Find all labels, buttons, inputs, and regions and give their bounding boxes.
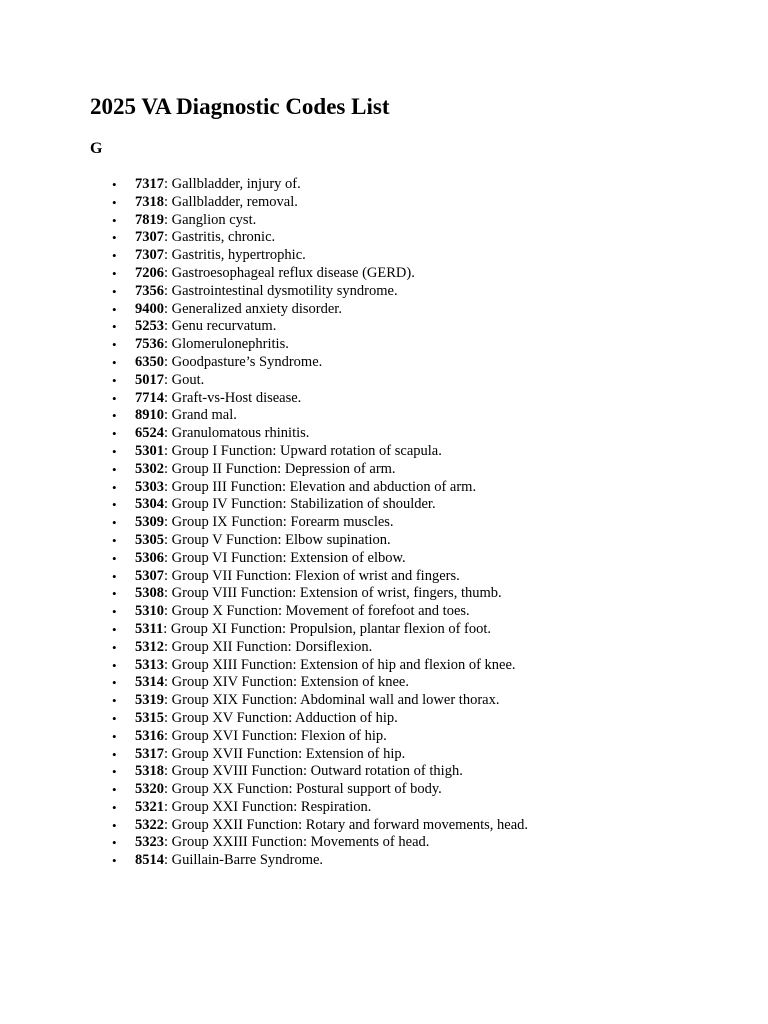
bullet-icon: • <box>112 390 117 406</box>
code-description: : Generalized anxiety disorder. <box>164 300 342 317</box>
list-item <box>0 425 528 443</box>
list-item <box>0 532 528 550</box>
code-description: : Granulomatous rhinitis. <box>164 425 310 442</box>
list-item <box>0 817 528 835</box>
code-description: : Gout. <box>164 371 205 388</box>
diagnostic-code: 5310 <box>135 603 164 620</box>
bullet-icon: • <box>112 354 117 370</box>
bullet-icon: • <box>112 604 117 620</box>
diagnostic-code: 7307 <box>135 247 164 264</box>
bullet-icon: • <box>112 248 117 264</box>
bullet-icon: • <box>112 408 117 424</box>
bullet-icon: • <box>112 693 117 709</box>
list-item <box>0 461 528 479</box>
code-description: : Group VIII Function: Extension of wrist, fingers, thumb. <box>164 585 502 602</box>
bullet-icon: • <box>112 426 117 442</box>
code-description: : Group X Function: Movement of forefoot and toes. <box>164 603 470 620</box>
bullet-icon: • <box>112 443 117 459</box>
list-item <box>0 763 528 781</box>
list-item <box>0 710 528 728</box>
diagnostic-code: 5301 <box>135 442 164 459</box>
code-description: : Guillain-Barre Syndrome. <box>164 852 324 869</box>
bullet-icon: • <box>112 568 117 584</box>
bullet-icon: • <box>112 710 117 726</box>
code-description: : Group XIX Function: Abdominal wall and lower thorax. <box>164 692 500 709</box>
bullet-icon: • <box>112 764 117 780</box>
code-description: : Grand mal. <box>164 407 237 424</box>
code-description: : Group XII Function: Dorsiflexion. <box>164 638 373 655</box>
diagnostic-code: 5303 <box>135 478 164 495</box>
bullet-icon: • <box>112 621 117 637</box>
list-item <box>0 781 528 799</box>
list-item <box>0 372 528 390</box>
diagnostic-code: 7307 <box>135 229 164 246</box>
bullet-icon: • <box>112 817 117 833</box>
code-description: : Group XVIII Function: Outward rotation of thigh. <box>164 763 463 780</box>
code-description: : Group XXII Function: Rotary and forward movements, head. <box>164 816 529 833</box>
list-item <box>0 336 528 354</box>
page-title: 2025 VA Diagnostic Codes List <box>90 94 390 119</box>
bullet-icon: • <box>112 319 117 335</box>
code-description: : Graft-vs-Host disease. <box>164 389 302 406</box>
code-description: : Gallbladder, injury of. <box>164 176 301 192</box>
bullet-icon: • <box>112 461 117 477</box>
diagnostic-code: 5319 <box>135 692 164 709</box>
list-item <box>0 265 528 283</box>
section-heading: G <box>90 140 103 157</box>
code-description: : Glomerulonephritis. <box>164 336 289 353</box>
code-description: : Group XX Function: Postural support of body. <box>164 781 442 798</box>
diagnostic-code: 5307 <box>135 567 164 584</box>
bullet-icon: • <box>112 782 117 798</box>
diagnostic-code: 7318 <box>135 193 164 210</box>
diagnostic-code: 5318 <box>135 763 164 780</box>
bullet-icon: • <box>112 675 117 691</box>
bullet-icon: • <box>112 515 117 531</box>
bullet-icon: • <box>112 265 117 281</box>
diagnostic-code: 7317 <box>135 176 164 192</box>
diagnostic-code: 7819 <box>135 211 164 228</box>
diagnostic-code: 5315 <box>135 709 164 726</box>
diagnostic-code: 8910 <box>135 407 164 424</box>
diagnostic-code: 5253 <box>135 318 164 335</box>
list-item <box>0 799 528 817</box>
diagnostic-code: 5017 <box>135 371 164 388</box>
list-item <box>0 247 528 265</box>
diagnostic-code: 5322 <box>135 816 164 833</box>
bullet-icon: • <box>112 799 117 815</box>
bullet-icon: • <box>112 728 117 744</box>
bullet-icon: • <box>112 853 117 869</box>
diagnostic-code: 7536 <box>135 336 164 353</box>
list-item <box>0 229 528 247</box>
code-description: : Group XI Function: Propulsion, plantar flexion of foot. <box>163 620 492 637</box>
list-item <box>0 834 528 852</box>
list-item <box>0 176 528 194</box>
bullet-icon: • <box>112 532 117 548</box>
code-description: : Gallbladder, removal. <box>164 193 298 210</box>
list-item <box>0 621 528 639</box>
bullet-icon: • <box>112 835 117 851</box>
diagnostic-code: 5312 <box>135 638 164 655</box>
code-description: : Ganglion cyst. <box>164 211 257 228</box>
diagnostic-code: 5311 <box>135 620 164 637</box>
bullet-icon: • <box>112 639 117 655</box>
diagnostic-code: 5314 <box>135 674 164 691</box>
code-description: : Group XVI Function: Flexion of hip. <box>164 727 387 744</box>
diagnostic-code: 5309 <box>135 514 164 531</box>
code-description: : Goodpasture’s Syndrome. <box>164 353 323 370</box>
bullet-icon: • <box>112 230 117 246</box>
list-item <box>0 407 528 425</box>
list-item <box>0 568 528 586</box>
code-description: : Group XIII Function: Extension of hip and flexion of knee. <box>164 656 516 673</box>
code-description: : Group XIV Function: Extension of knee. <box>164 674 409 691</box>
diagnostic-code: 5304 <box>135 496 164 513</box>
bullet-icon: • <box>112 586 117 602</box>
list-item <box>0 746 528 764</box>
code-description: : Group V Function: Elbow supination. <box>164 531 391 548</box>
code-description: : Gastroesophageal reflux disease (GERD). <box>164 264 415 281</box>
bullet-icon: • <box>112 479 117 495</box>
diagnostic-code: 5302 <box>135 460 164 477</box>
diagnostic-code: 8514 <box>135 852 164 869</box>
code-description: : Gastrointestinal dysmotility syndrome. <box>164 282 398 299</box>
list-item <box>0 390 528 408</box>
list-item <box>0 728 528 746</box>
code-description: : Group XV Function: Adduction of hip. <box>164 709 398 726</box>
bullet-icon: • <box>112 301 117 317</box>
code-description: : Group XXIII Function: Movements of head. <box>164 834 430 851</box>
bullet-icon: • <box>112 372 117 388</box>
code-description: : Group II Function: Depression of arm. <box>164 460 396 477</box>
diagnostic-code: 7714 <box>135 389 164 406</box>
diagnostic-code: 5308 <box>135 585 164 602</box>
code-description: : Group IV Function: Stabilization of shoulder. <box>164 496 436 513</box>
list-item <box>0 639 528 657</box>
code-description: : Group VI Function: Extension of elbow. <box>164 549 406 566</box>
list-item <box>0 657 528 675</box>
list-item <box>0 550 528 568</box>
code-description: : Group III Function: Elevation and abduction of arm. <box>164 478 477 495</box>
list-item <box>0 318 528 336</box>
bullet-icon: • <box>112 550 117 566</box>
list-item <box>0 496 528 514</box>
bullet-icon: • <box>112 283 117 299</box>
list-item <box>0 479 528 497</box>
bullet-icon: • <box>112 337 117 353</box>
list-item <box>0 674 528 692</box>
list-item <box>0 585 528 603</box>
list-item <box>0 443 528 461</box>
diagnostic-code: 5305 <box>135 531 164 548</box>
diagnostic-code: 6350 <box>135 353 164 370</box>
code-description: : Gastritis, chronic. <box>164 229 276 246</box>
code-description: : Group XXI Function: Respiration. <box>164 798 372 815</box>
diagnostic-code: 6524 <box>135 425 164 442</box>
bullet-icon: • <box>112 497 117 513</box>
bullet-icon: • <box>112 194 117 210</box>
bullet-icon: • <box>112 657 117 673</box>
list-item <box>0 603 528 621</box>
bullet-icon: • <box>112 212 117 228</box>
list-item <box>0 194 528 212</box>
diagnostic-code: 5313 <box>135 656 164 673</box>
diagnostic-code: 7356 <box>135 282 164 299</box>
diagnostic-code-list <box>0 176 528 870</box>
code-description: : Group VII Function: Flexion of wrist and fingers. <box>164 567 460 584</box>
diagnostic-code: 5320 <box>135 781 164 798</box>
code-description: : Group IX Function: Forearm muscles. <box>164 514 394 531</box>
diagnostic-code: 5306 <box>135 549 164 566</box>
bullet-icon: • <box>112 177 117 192</box>
diagnostic-code: 5317 <box>135 745 164 762</box>
code-description: : Group I Function: Upward rotation of scapula. <box>164 442 442 459</box>
code-description: : Gastritis, hypertrophic. <box>164 247 306 264</box>
diagnostic-code: 5321 <box>135 798 164 815</box>
code-description: : Group XVII Function: Extension of hip. <box>164 745 406 762</box>
code-description: : Genu recurvatum. <box>164 318 277 335</box>
list-item <box>0 354 528 372</box>
list-item <box>0 283 528 301</box>
bullet-icon: • <box>112 746 117 762</box>
list-item <box>0 212 528 230</box>
diagnostic-code: 5316 <box>135 727 164 744</box>
diagnostic-code: 9400 <box>135 300 164 317</box>
list-item <box>0 852 528 870</box>
diagnostic-code: 7206 <box>135 264 164 281</box>
list-item <box>0 514 528 532</box>
list-item <box>0 692 528 710</box>
diagnostic-code: 5323 <box>135 834 164 851</box>
list-item <box>0 301 528 319</box>
